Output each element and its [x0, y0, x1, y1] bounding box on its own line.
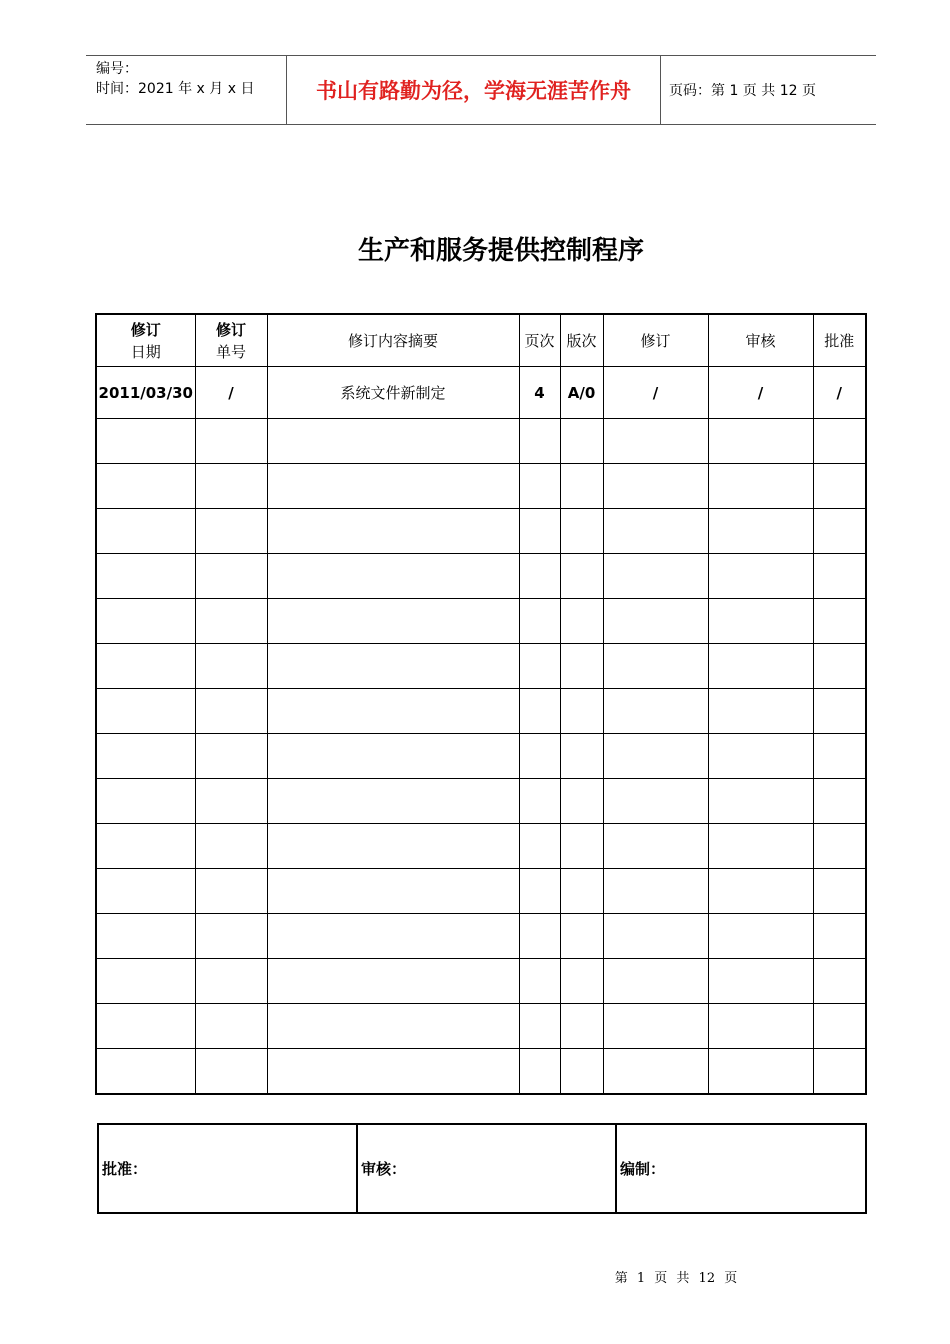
empty-cell	[560, 464, 603, 509]
empty-cell	[267, 1049, 519, 1095]
table-row	[96, 1004, 866, 1049]
empty-cell	[708, 689, 813, 734]
empty-cell	[708, 959, 813, 1004]
empty-cell	[267, 824, 519, 869]
table-row	[96, 689, 866, 734]
empty-cell	[96, 419, 195, 464]
empty-cell	[96, 1049, 195, 1095]
empty-cell	[96, 824, 195, 869]
empty-cell	[267, 1004, 519, 1049]
empty-cell	[519, 824, 560, 869]
empty-cell	[96, 464, 195, 509]
empty-cell	[708, 914, 813, 959]
cell-no: /	[195, 367, 267, 419]
empty-cell	[195, 1004, 267, 1049]
empty-cell	[560, 1004, 603, 1049]
empty-cell	[519, 599, 560, 644]
empty-cell	[96, 734, 195, 779]
empty-cell	[708, 869, 813, 914]
document-title: 生产和服务提供控制程序	[357, 236, 644, 266]
empty-cell	[813, 1004, 866, 1049]
empty-cell	[813, 644, 866, 689]
empty-cell	[813, 914, 866, 959]
empty-cell	[813, 779, 866, 824]
header-revision-no: 修订 单号	[195, 314, 267, 367]
empty-cell	[560, 824, 603, 869]
empty-cell	[195, 554, 267, 599]
empty-cell	[603, 419, 708, 464]
empty-cell	[195, 509, 267, 554]
empty-cell	[519, 689, 560, 734]
empty-cell	[96, 869, 195, 914]
empty-cell	[267, 509, 519, 554]
empty-cell	[708, 779, 813, 824]
empty-cell	[195, 779, 267, 824]
header-page-info: 页码：第 1 页 共 12 页	[669, 83, 816, 99]
empty-cell	[519, 1004, 560, 1049]
header-reviewed: 审核	[708, 314, 813, 367]
empty-cell	[708, 1049, 813, 1095]
empty-cell	[195, 689, 267, 734]
cell-summary: 系统文件新制定	[267, 367, 519, 419]
empty-cell	[603, 1004, 708, 1049]
approve-field: 批准：	[98, 1124, 357, 1213]
cell-reviewed: /	[708, 367, 813, 419]
empty-cell	[519, 644, 560, 689]
empty-cell	[519, 554, 560, 599]
empty-cell	[603, 824, 708, 869]
empty-cell	[519, 914, 560, 959]
empty-cell	[813, 824, 866, 869]
empty-cell	[519, 419, 560, 464]
header-revision-date: 修订 日期	[96, 314, 195, 367]
empty-cell	[519, 779, 560, 824]
empty-cell	[560, 599, 603, 644]
cell-version: A/0	[560, 367, 603, 419]
empty-cell	[267, 599, 519, 644]
empty-cell	[195, 419, 267, 464]
empty-cell	[560, 554, 603, 599]
empty-cell	[96, 959, 195, 1004]
empty-cell	[603, 779, 708, 824]
empty-cell	[267, 644, 519, 689]
empty-cell	[195, 734, 267, 779]
table-row	[96, 824, 866, 869]
empty-cell	[195, 599, 267, 644]
header-divider	[660, 56, 661, 124]
empty-cell	[267, 554, 519, 599]
cell-approved: /	[813, 367, 866, 419]
empty-cell	[603, 869, 708, 914]
empty-cell	[195, 1049, 267, 1095]
empty-cell	[519, 959, 560, 1004]
empty-cell	[560, 869, 603, 914]
empty-cell	[813, 554, 866, 599]
header-motto: 书山有路勤为径，学海无涯苦作舟	[316, 79, 631, 103]
empty-cell	[603, 959, 708, 1004]
empty-cell	[813, 599, 866, 644]
empty-cell	[603, 644, 708, 689]
signature-table	[97, 1123, 867, 1214]
empty-cell	[519, 734, 560, 779]
header-page: 页次	[519, 314, 560, 367]
empty-cell	[708, 464, 813, 509]
table-row	[96, 509, 866, 554]
empty-cell	[96, 509, 195, 554]
empty-cell	[96, 599, 195, 644]
empty-cell	[96, 554, 195, 599]
empty-cell	[603, 554, 708, 599]
empty-cell	[195, 644, 267, 689]
empty-cell	[195, 959, 267, 1004]
empty-cell	[708, 419, 813, 464]
empty-cell	[195, 824, 267, 869]
header-approved: 批准	[813, 314, 866, 367]
empty-cell	[96, 779, 195, 824]
empty-cell	[267, 869, 519, 914]
table-row	[96, 914, 866, 959]
empty-cell	[813, 419, 866, 464]
table-row	[96, 959, 866, 1004]
empty-cell	[708, 599, 813, 644]
empty-cell	[560, 419, 603, 464]
empty-cell	[195, 869, 267, 914]
header-meta	[96, 59, 254, 99]
empty-cell	[267, 959, 519, 1004]
empty-cell	[708, 554, 813, 599]
empty-cell	[603, 689, 708, 734]
empty-cell	[813, 464, 866, 509]
empty-cell	[96, 644, 195, 689]
empty-cell	[603, 734, 708, 779]
empty-cell	[603, 599, 708, 644]
header-summary: 修订内容摘要	[267, 314, 519, 367]
empty-cell	[560, 1049, 603, 1095]
empty-cell	[603, 509, 708, 554]
empty-cell	[560, 689, 603, 734]
empty-cell	[267, 914, 519, 959]
page-header	[86, 55, 876, 125]
empty-cell	[560, 914, 603, 959]
empty-cell	[96, 1004, 195, 1049]
empty-cell	[519, 509, 560, 554]
header-revised: 修订	[603, 314, 708, 367]
table-row	[96, 367, 866, 419]
empty-cell	[195, 464, 267, 509]
empty-cell	[560, 734, 603, 779]
empty-cell	[267, 419, 519, 464]
empty-cell	[519, 464, 560, 509]
signature-row	[98, 1124, 866, 1213]
empty-cell	[96, 914, 195, 959]
table-row	[96, 734, 866, 779]
empty-cell	[560, 509, 603, 554]
empty-cell	[267, 689, 519, 734]
empty-cell	[813, 869, 866, 914]
empty-cell	[603, 464, 708, 509]
page-footer: 第 1 页 共 12 页	[614, 1271, 738, 1286]
prepare-field: 编制：	[616, 1124, 866, 1213]
empty-cell	[813, 1049, 866, 1095]
table-row	[96, 419, 866, 464]
empty-cell	[560, 644, 603, 689]
empty-cell	[560, 959, 603, 1004]
empty-cell	[195, 914, 267, 959]
empty-cell	[519, 869, 560, 914]
empty-cell	[708, 734, 813, 779]
empty-cell	[813, 689, 866, 734]
review-field: 审核：	[357, 1124, 616, 1213]
empty-cell	[267, 734, 519, 779]
empty-cell	[519, 1049, 560, 1095]
document-time-label: 时间：2021 年 x 月 x 日	[96, 81, 255, 97]
table-row	[96, 644, 866, 689]
empty-cell	[813, 734, 866, 779]
document-number-label: 编号：	[96, 61, 138, 77]
cell-date: 2011/03/30	[96, 367, 195, 419]
header-version: 版次	[560, 314, 603, 367]
cell-revised: /	[603, 367, 708, 419]
table-row	[96, 599, 866, 644]
empty-cell	[267, 779, 519, 824]
empty-cell	[708, 509, 813, 554]
empty-cell	[560, 779, 603, 824]
empty-cell	[603, 914, 708, 959]
table-row	[96, 869, 866, 914]
empty-cell	[603, 1049, 708, 1095]
table-row	[96, 464, 866, 509]
table-row	[96, 1049, 866, 1095]
table-row	[96, 779, 866, 824]
table-row	[96, 554, 866, 599]
empty-cell	[813, 959, 866, 1004]
empty-cell	[267, 464, 519, 509]
empty-cell	[708, 1004, 813, 1049]
empty-cell	[708, 644, 813, 689]
revision-table	[95, 313, 867, 1095]
empty-cell	[96, 689, 195, 734]
cell-page: 4	[519, 367, 560, 419]
empty-cell	[813, 509, 866, 554]
table-header-row	[96, 314, 866, 367]
empty-cell	[708, 824, 813, 869]
